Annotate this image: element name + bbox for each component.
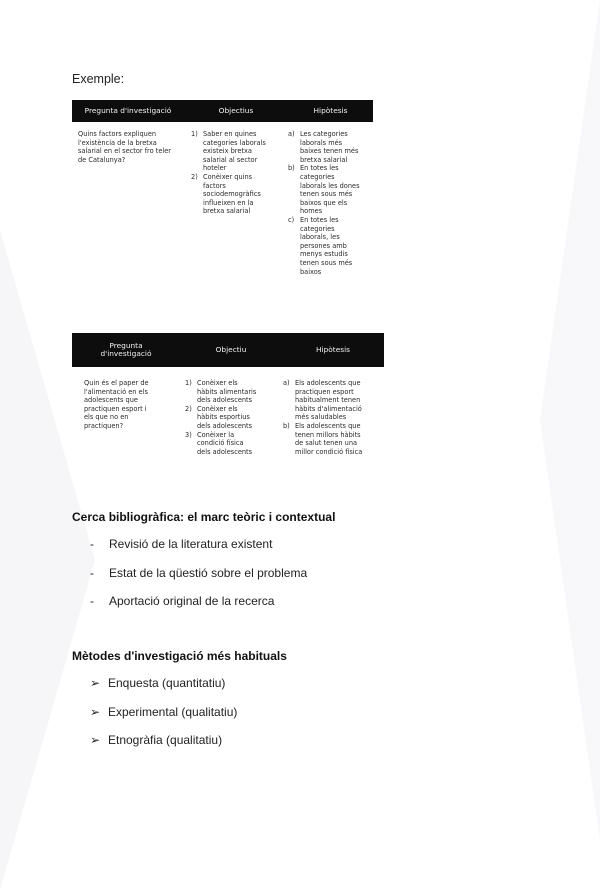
dash-bullet: - — [90, 594, 94, 608]
arrow-bullet-icon: ➢ — [90, 676, 101, 690]
objective-item: 1) Saber en quines categories laborals existeix bretxa salarial al sector hoteler — [191, 130, 266, 173]
header-objectives: Objectius — [218, 105, 254, 115]
header-hypotheses: Hipòtesis — [313, 105, 348, 115]
section-title-methods: Mètodes d'investigació més habituals — [72, 649, 287, 663]
table-body — [72, 367, 384, 456]
list-item: ➢ Enquesta (quantitatiu) — [90, 676, 226, 690]
hypothesis-item: a) Les categories laborals més baixes tenen més bretxa salarial — [288, 130, 359, 164]
list-item: ➢ Experimental (qualitatiu) — [90, 704, 238, 719]
background-shape-right — [540, 0, 600, 840]
methods-list — [90, 676, 237, 762]
table-body — [72, 122, 373, 276]
list-item: ➢ Etnogràfia (qualitatiu) — [90, 733, 223, 747]
hypothesis-item: b) Els adolescents que tenen millors hàbits de salut tenen una millor condició física — [283, 421, 363, 456]
list-item: - Revisió de la literatura existent — [90, 537, 273, 551]
arrow-bullet-icon: ➢ — [90, 704, 101, 719]
header-question: Pregunta d'investigació — [84, 105, 172, 115]
background-shape-left — [0, 230, 95, 890]
hypotheses-cell — [283, 379, 384, 456]
example-table-1 — [72, 100, 373, 276]
hypothesis-item: c) En totes les categories laborals, les persones amb menys estudis tenen sous més baixos — [288, 215, 353, 276]
hypothesis-item: b) En totes les categories laborals les dones tenen sous més baixos que els homes — [288, 164, 360, 216]
example-label: Exemple: — [72, 72, 125, 86]
header-question: Pregunta d'investigació — [100, 340, 152, 358]
arrow-bullet-icon: ➢ — [90, 733, 101, 747]
objective-item: 3) Conèixer la condició física dels adolescents — [185, 430, 253, 456]
hypothesis-item: a) Els adolescents que practiquen esport habitualment tenen hàbits d'alimentació més saludables — [283, 379, 362, 422]
research-question: Quin és el paper de l'alimentació en els adolescents que practiquen esport i els que no en practiquen? — [84, 379, 149, 430]
objectives-cell — [185, 379, 283, 456]
objective-item: 2) Conèixer els hàbits esportius dels adolescents — [185, 404, 253, 430]
research-question: Quins factors expliquen l'existència de la bretxa salarial en el sector fro teler de Catalunya? — [78, 130, 171, 164]
dash-bullet: - — [90, 565, 94, 580]
example-table-2 — [72, 333, 384, 456]
list-item: - Estat de la qüestió sobre el problema — [90, 565, 308, 580]
objectives-cell — [191, 130, 288, 276]
header-hypotheses: Hipòtesis — [315, 344, 351, 354]
header-objectives: Objectiu — [215, 344, 247, 354]
objective-item: 1) Conèixer els hàbits alimentaris dels adolescents — [185, 379, 257, 405]
table-header — [72, 333, 384, 367]
table-header — [72, 100, 373, 122]
section-title-bibliography: Cerca bibliogràfica: el marc teòric i contextual — [72, 510, 336, 524]
list-item: - Aportació original de la recerca — [90, 594, 275, 608]
bibliography-list — [90, 537, 307, 623]
hypotheses-cell — [288, 130, 373, 276]
dash-bullet: - — [90, 537, 94, 551]
objective-item: 2) Conèixer quins factors sociodemogràfics influeixen en la bretxa salarial — [191, 172, 261, 216]
